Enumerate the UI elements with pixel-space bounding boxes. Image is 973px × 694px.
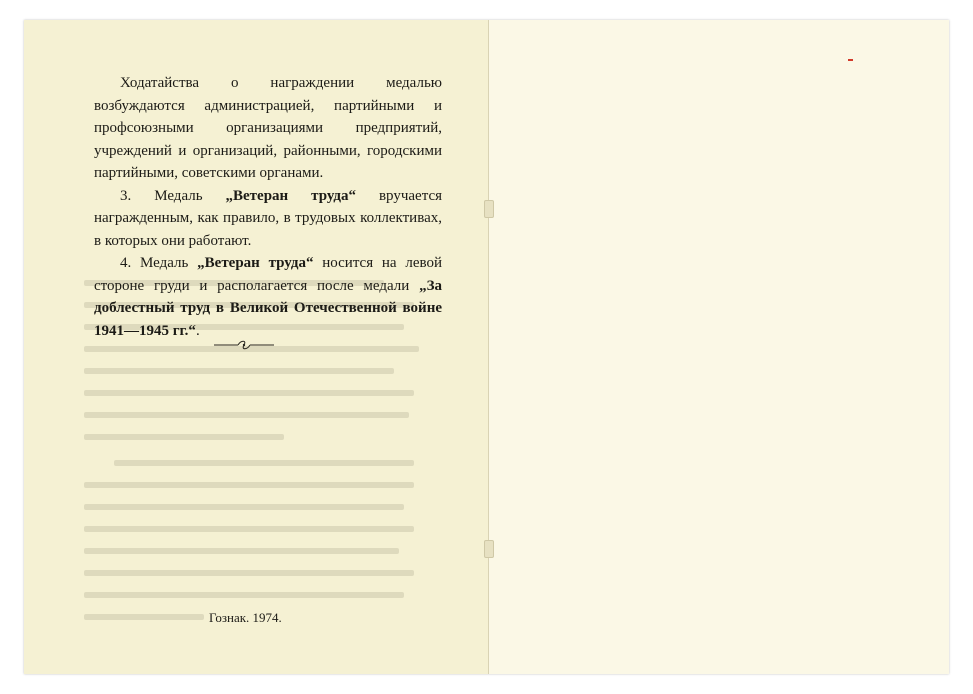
ornament-divider (212, 338, 276, 352)
regulation-text (94, 72, 442, 342)
imprint: Гознак. 1974. (209, 610, 282, 625)
booklet-spread (24, 20, 949, 674)
right-page (489, 20, 949, 674)
left-page (24, 20, 489, 674)
paragraph-4: 4. Медаль „Ветеран труда“ носится на левой стороне груди и располагается после медали „За доблестный труд в Великой Отечественной войне 1941—1945 гг.“. (94, 255, 442, 339)
binding-staple (484, 200, 494, 218)
binding-staple (484, 540, 494, 558)
paragraph-nomination: Ходатайства о награждении медалью возбуждаются администрацией, партийными и профсоюзными организациями предприятий, учреждений и организаций, районными, городскими партийными, советскими органами. (94, 75, 442, 181)
medal-name: „Ветеран труда“ (225, 187, 356, 204)
medal-name-wartime: „За доблестный труд в Великой Отечественной войне 1941—1945 гг.“ (94, 277, 442, 339)
paragraph-3: 3. Медаль „Ветеран труда“ вручается награжденным, как правило, в трудовых коллективах, в которых они работают. (94, 187, 442, 249)
ink-mark (848, 59, 853, 61)
medal-name: „Ветеран труда“ (197, 255, 314, 271)
